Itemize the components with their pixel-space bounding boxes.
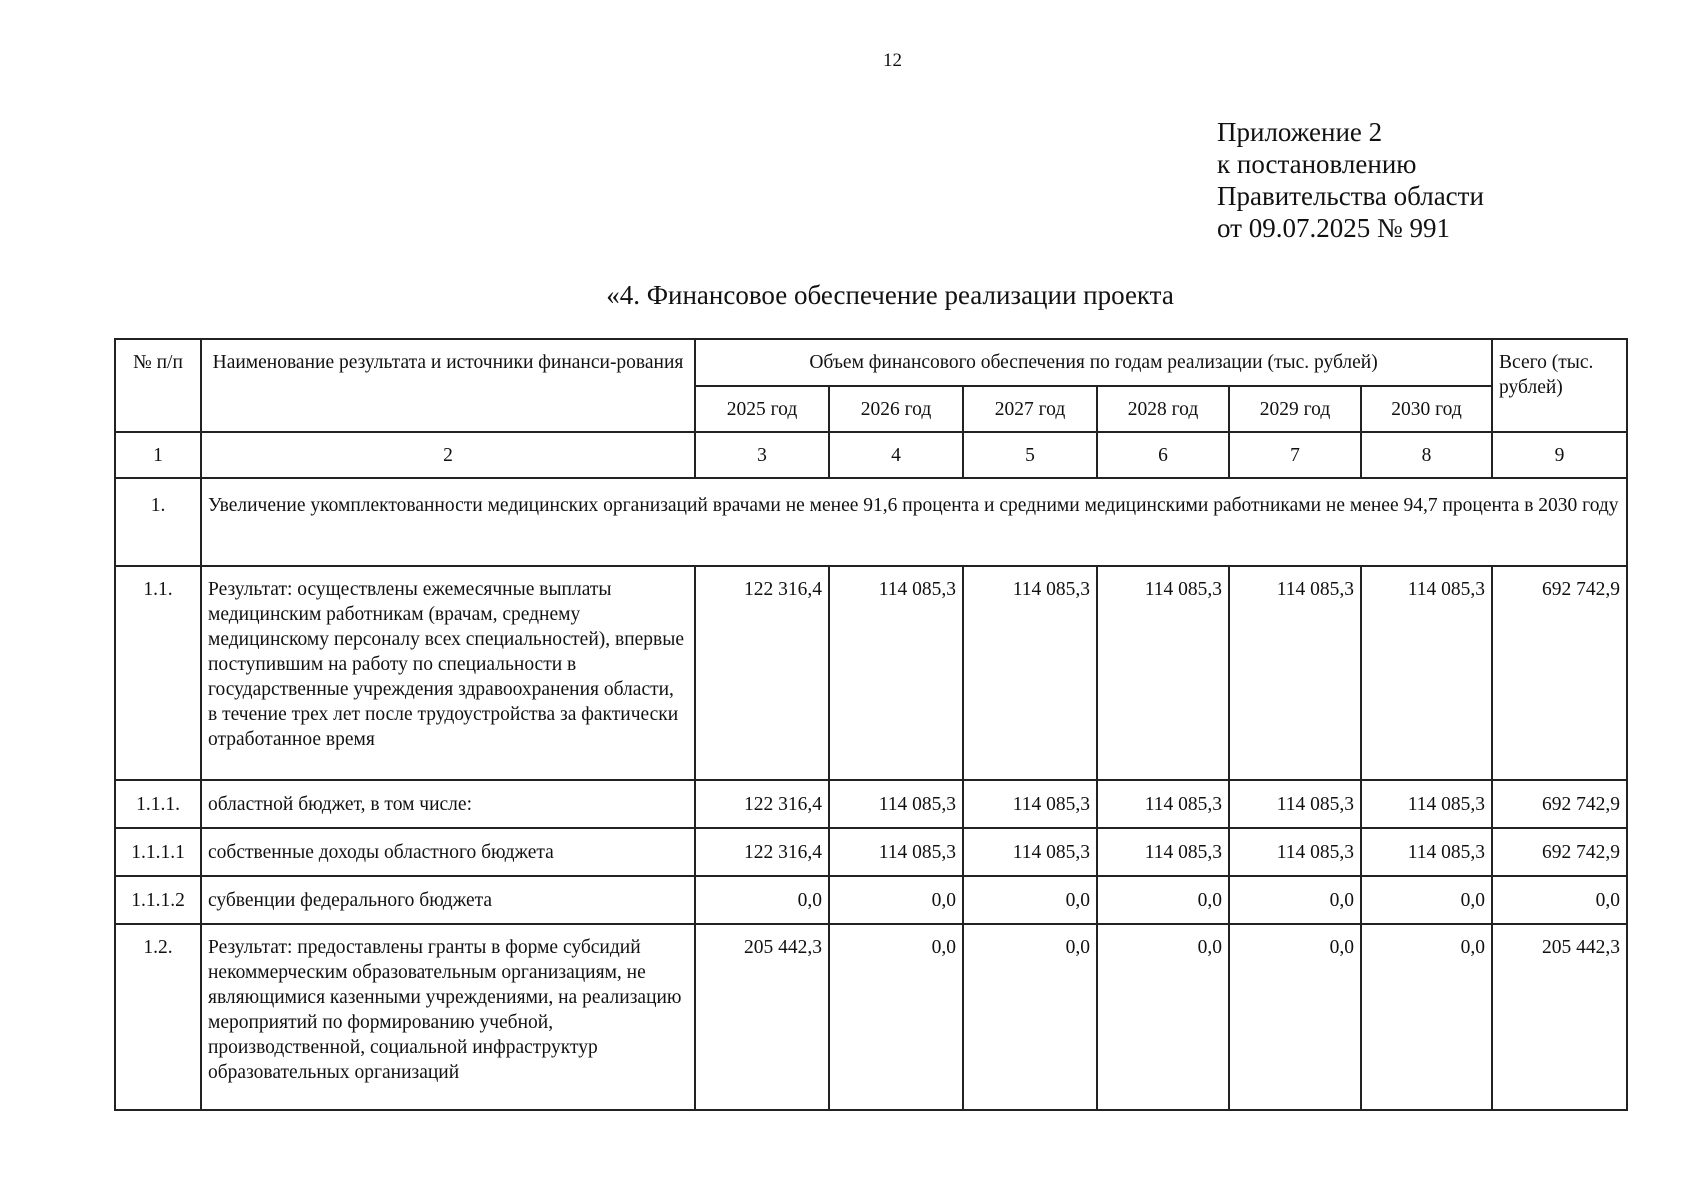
column-index: 9 <box>1492 432 1627 478</box>
table-row <box>115 876 1627 924</box>
row-value: 114 085,3 <box>1229 566 1361 780</box>
row-value: 114 085,3 <box>1097 780 1229 828</box>
row-value: 114 085,3 <box>963 780 1097 828</box>
page-number: 12 <box>883 50 902 71</box>
header-num: № п/п <box>115 339 201 432</box>
row-value: 0,0 <box>963 924 1097 1110</box>
row-value: 0,0 <box>1229 924 1361 1110</box>
header-year: 2028 год <box>1097 386 1229 432</box>
row-value: 114 085,3 <box>1361 780 1492 828</box>
row-total: 692 742,9 <box>1492 780 1627 828</box>
header-year: 2030 год <box>1361 386 1492 432</box>
row-number: 1.1.1.1 <box>115 828 201 876</box>
table-row <box>115 780 1627 828</box>
row-number: 1. <box>115 478 201 566</box>
appendix-block <box>1217 116 1484 244</box>
row-value: 114 085,3 <box>963 566 1097 780</box>
row-value: 122 316,4 <box>695 566 829 780</box>
row-name: областной бюджет, в том числе: <box>201 780 695 828</box>
row-number: 1.2. <box>115 924 201 1110</box>
row-value: 205 442,3 <box>695 924 829 1110</box>
column-index-row <box>115 432 1627 478</box>
row-value: 114 085,3 <box>1229 780 1361 828</box>
row-total: 692 742,9 <box>1492 828 1627 876</box>
appendix-line: Приложение 2 <box>1217 117 1383 147</box>
header-row <box>115 339 1627 386</box>
column-index: 8 <box>1361 432 1492 478</box>
row-value: 0,0 <box>695 876 829 924</box>
row-value: 114 085,3 <box>963 828 1097 876</box>
row-value: 114 085,3 <box>1097 828 1229 876</box>
row-value: 114 085,3 <box>1229 828 1361 876</box>
row-value: 0,0 <box>1229 876 1361 924</box>
financing-table <box>114 338 1628 1111</box>
header-year: 2025 год <box>695 386 829 432</box>
appendix-line: к постановлению <box>1217 149 1417 179</box>
row-name: Результат: осуществлены ежемесячные выплаты медицинским работникам (врачам, среднему медицинскому персоналу всех специальностей), впервые поступившим на работу по специальности в государственные учреждения здравоохранения области, в течение трех лет после трудоустройства за фактически отработанное время <box>201 566 695 780</box>
header-total: Всего (тыс. рублей) <box>1492 339 1627 432</box>
row-value: 114 085,3 <box>829 566 963 780</box>
table-row <box>115 566 1627 780</box>
row-value: 122 316,4 <box>695 828 829 876</box>
row-value: 114 085,3 <box>1361 566 1492 780</box>
table-row <box>115 828 1627 876</box>
column-index: 6 <box>1097 432 1229 478</box>
header-volume: Объем финансового обеспечения по годам реализации (тыс. рублей) <box>695 339 1492 386</box>
row-number: 1.1.1.2 <box>115 876 201 924</box>
row-total: 0,0 <box>1492 876 1627 924</box>
row-number: 1.1. <box>115 566 201 780</box>
row-name: собственные доходы областного бюджета <box>201 828 695 876</box>
appendix-line: от 09.07.2025 № 991 <box>1217 213 1450 243</box>
row-value: 122 316,4 <box>695 780 829 828</box>
row-name: субвенции федерального бюджета <box>201 876 695 924</box>
row-value: 114 085,3 <box>1097 566 1229 780</box>
row-value: 0,0 <box>963 876 1097 924</box>
row-value: 0,0 <box>1097 924 1229 1110</box>
column-index: 4 <box>829 432 963 478</box>
row-value: 0,0 <box>1361 876 1492 924</box>
goal-text: Увеличение укомплектованности медицинских организаций врачами не менее 91,6 процента и средними медицинскими работниками не менее 94,7 процента в 2030 году <box>201 478 1627 566</box>
column-index: 1 <box>115 432 201 478</box>
row-name: Результат: предоставлены гранты в форме субсидий некоммерческим образовательным организациям, не являющимися казенными учреждениями, на реализацию мероприятий по формированию учебной, производственной, социальной инфраструктур образовательных организаций <box>201 924 695 1110</box>
column-index: 3 <box>695 432 829 478</box>
appendix-line: Правительства области <box>1217 181 1484 211</box>
row-value: 0,0 <box>1361 924 1492 1110</box>
header-year: 2027 год <box>963 386 1097 432</box>
table-row <box>115 924 1627 1110</box>
header-name: Наименование результата и источники финанси-рования <box>201 339 695 432</box>
row-value: 114 085,3 <box>829 780 963 828</box>
column-index: 7 <box>1229 432 1361 478</box>
header-year: 2026 год <box>829 386 963 432</box>
row-number: 1.1.1. <box>115 780 201 828</box>
column-index: 2 <box>201 432 695 478</box>
row-value: 0,0 <box>829 876 963 924</box>
document-title: «4. Финансовое обеспечение реализации проекта <box>606 280 1174 310</box>
header-year: 2029 год <box>1229 386 1361 432</box>
row-value: 0,0 <box>1097 876 1229 924</box>
goal-row <box>115 478 1627 566</box>
row-total: 692 742,9 <box>1492 566 1627 780</box>
column-index: 5 <box>963 432 1097 478</box>
row-value: 114 085,3 <box>829 828 963 876</box>
row-total: 205 442,3 <box>1492 924 1627 1110</box>
row-value: 114 085,3 <box>1361 828 1492 876</box>
row-value: 0,0 <box>829 924 963 1110</box>
